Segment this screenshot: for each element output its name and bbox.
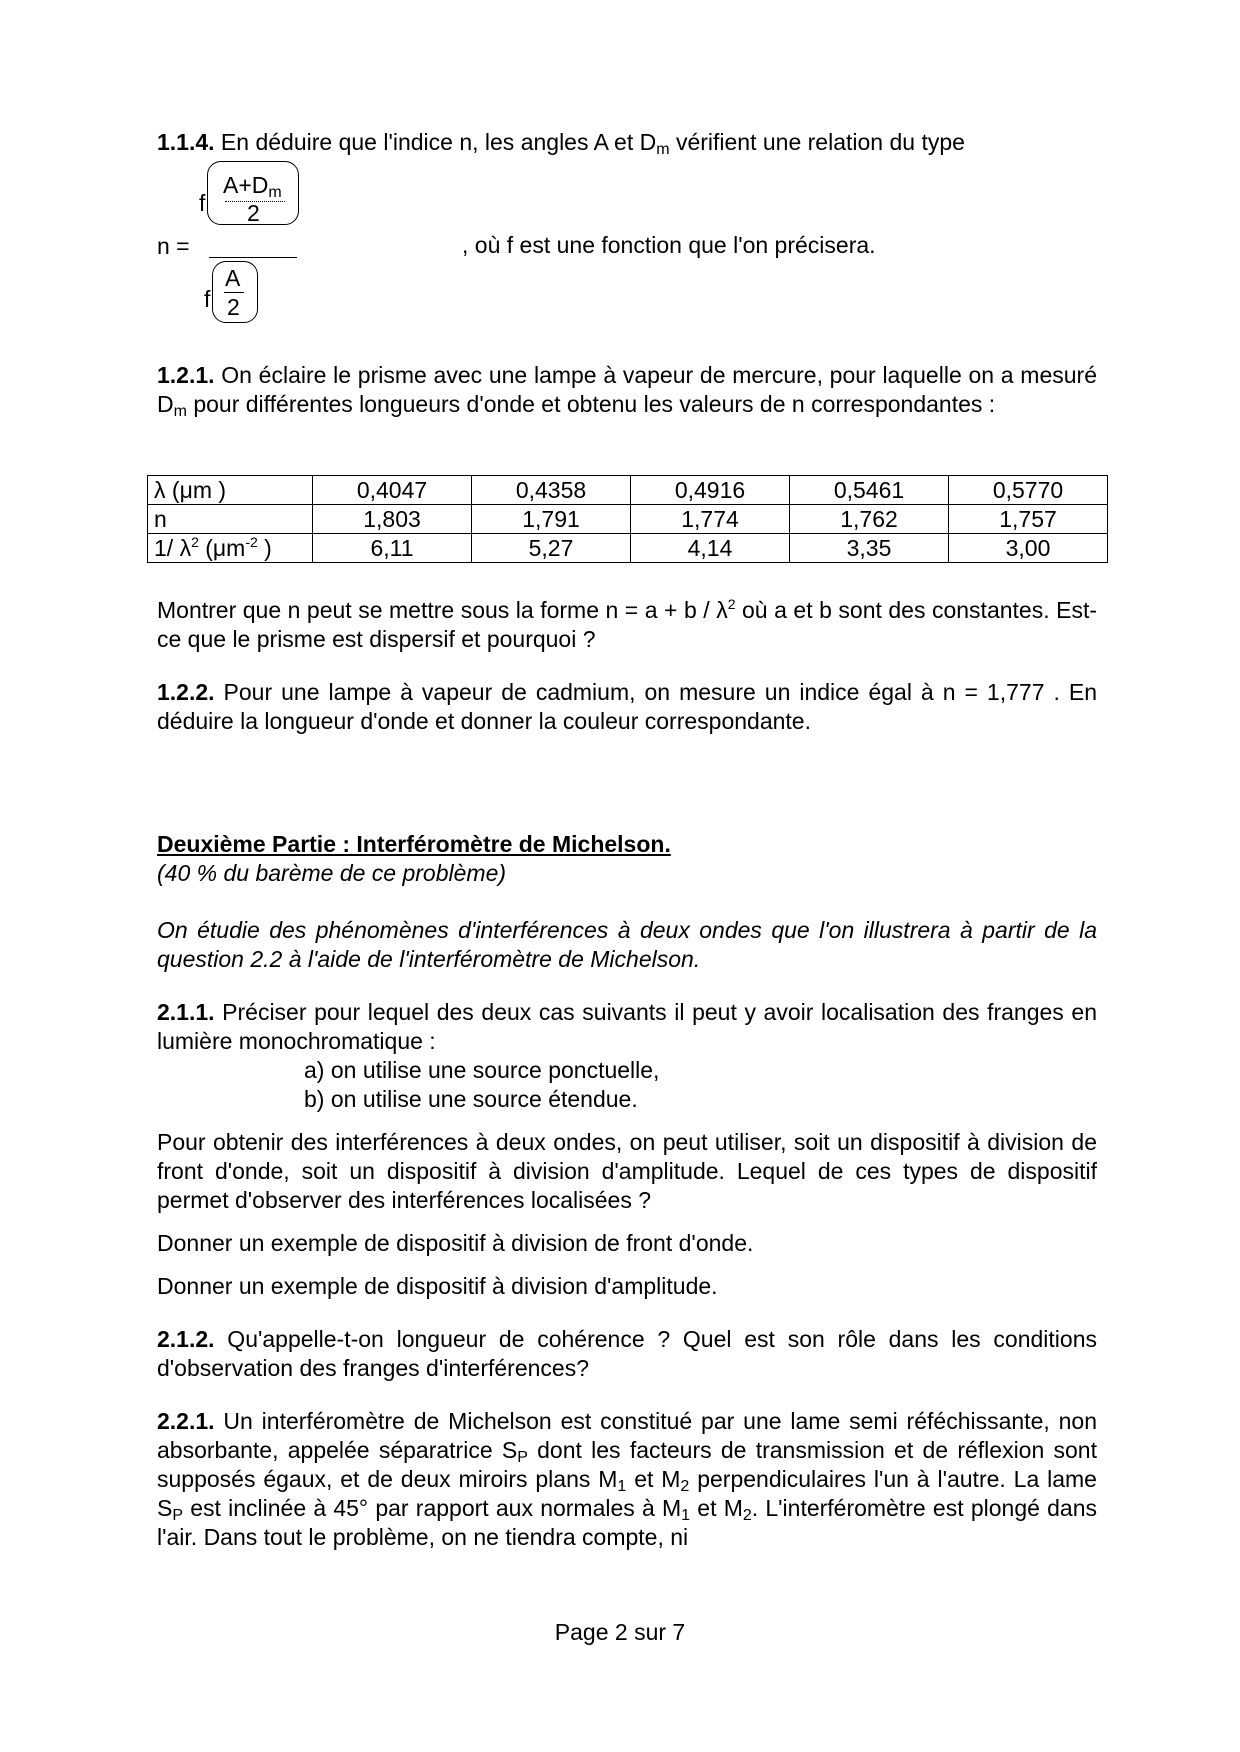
fraction-bar	[209, 257, 297, 258]
table-cell: 1,803	[313, 505, 472, 534]
formula-after: , où f est une fonction que l'on précisera.	[462, 232, 876, 258]
table-cell: 0,4358	[472, 476, 631, 505]
table-label: λ (μm )	[148, 476, 313, 505]
table-cell: 6,11	[313, 534, 472, 563]
table-cell: 0,5461	[790, 476, 949, 505]
division-paragraph: Pour obtenir des interférences à deux ondes, on peut utiliser, soit un dispositif à division de front d'onde, soit un dispositif à division d'amplitude. Lequel de ces types de dispositif permet d'observer des interférences localisées ?	[157, 1129, 1097, 1213]
question-1-1-4: 1.1.4. En déduire que l'indice n, les angles A et $D_m$ vérifient une relation du type	[157, 129, 965, 158]
page-footer: Page 2 sur 7	[554, 1619, 686, 1645]
question-1-2-2: 1.2.2. Pour une lampe à vapeur de cadmium, on mesure un indice égal à n = 1,777 . En déduire la longueur d'onde et donner la couleur correspondante.	[157, 679, 1097, 734]
table-cell: 0,4916	[631, 476, 790, 505]
show-formula-paragraph: Montrer que n peut se mettre sous la forme $n = a + b / \lambda^2$ où a et b sont des constantes. Est-ce que le prisme est dispersif et pourquoi ?	[157, 596, 1097, 652]
formula-top-num: $A+D_m$	[223, 172, 282, 201]
formula-n: n = f $A+D_m$ 2 , où f est une fonction que l'on précisera. f A 2	[157, 157, 1097, 327]
table-cell: 4,14	[631, 534, 790, 563]
wavelength-table	[147, 475, 1108, 563]
question-2-1-1: 2.1.1. Préciser pour lequel des deux cas suivants il peut y avoir localisation des franges en lumière monochromatique :	[157, 999, 1097, 1054]
table-row-lambda	[148, 476, 1108, 505]
table-label: 1/ $\lambda^2$ ($\mu m^{-2}$ )	[148, 534, 313, 563]
example-front-onde: Donner un exemple de dispositif à division de front d'onde.	[157, 1230, 754, 1256]
formula-lhs: n =	[157, 233, 190, 259]
table-cell: 1,757	[949, 505, 1108, 534]
question-2-2-1: 2.2.1. Un interféromètre de Michelson est constitué par une lame semi réféchissante, non absorbante, appelée séparatrice $S_P$ dont les facteurs de transmission et de réflexion sont supposés égaux, et de deux miroirs plans $M_1$ et $M_2$ perpendiculaires l'un à l'autre. La lame $S_P$ est inclinée à 45° par rapport aux normales à $M_1$ et $M_2$. L'interféromètre est plongé dans l'air. Dans tout le problème, on ne tiendra compte, ni	[157, 1408, 1097, 1550]
table-cell: 1,762	[790, 505, 949, 534]
example-amplitude: Donner un exemple de dispositif à division d'amplitude.	[157, 1273, 718, 1299]
option-a: a) on utilise une source ponctuelle,	[304, 1057, 660, 1083]
table-row-inverse-lambda-squared	[148, 534, 1108, 563]
table-cell: 0,4047	[313, 476, 472, 505]
question-1-2-1: 1.2.1. On éclaire le prisme avec une lampe à vapeur de mercure, pour laquelle on a mesuré $D_m$ pour différentes longueurs d'onde et obtenu les valeurs de n correspondantes :	[157, 362, 1097, 420]
table-row-n	[148, 505, 1108, 534]
page-content-lower	[157, 596, 1097, 1552]
table-label: n	[148, 505, 313, 534]
page-content	[157, 128, 1097, 419]
table-cell: 5,27	[472, 534, 631, 563]
table-cell: 1,791	[472, 505, 631, 534]
table-cell: 1,774	[631, 505, 790, 534]
part2-intro: On étudie des phénomènes d'interférences à deux ondes que l'on illustrera à partir de la question 2.2 à l'aide de l'interféromètre de Michelson.	[157, 917, 1097, 972]
part2-title: Deuxième Partie : Interféromètre de Michelson.	[157, 831, 671, 857]
question-number: 1.1.4.	[157, 129, 215, 155]
option-b: b) on utilise une source étendue.	[304, 1086, 638, 1112]
table-cell: 0,5770	[949, 476, 1108, 505]
question-2-1-2: 2.1.2. Qu'appelle-t-on longueur de cohérence ? Quel est son rôle dans les conditions d'observation des franges d'interférences?	[157, 1326, 1097, 1381]
table-cell: 3,35	[790, 534, 949, 563]
table-cell: 3,00	[949, 534, 1108, 563]
part2-weight: (40 % du barème de ce problème)	[157, 860, 507, 886]
